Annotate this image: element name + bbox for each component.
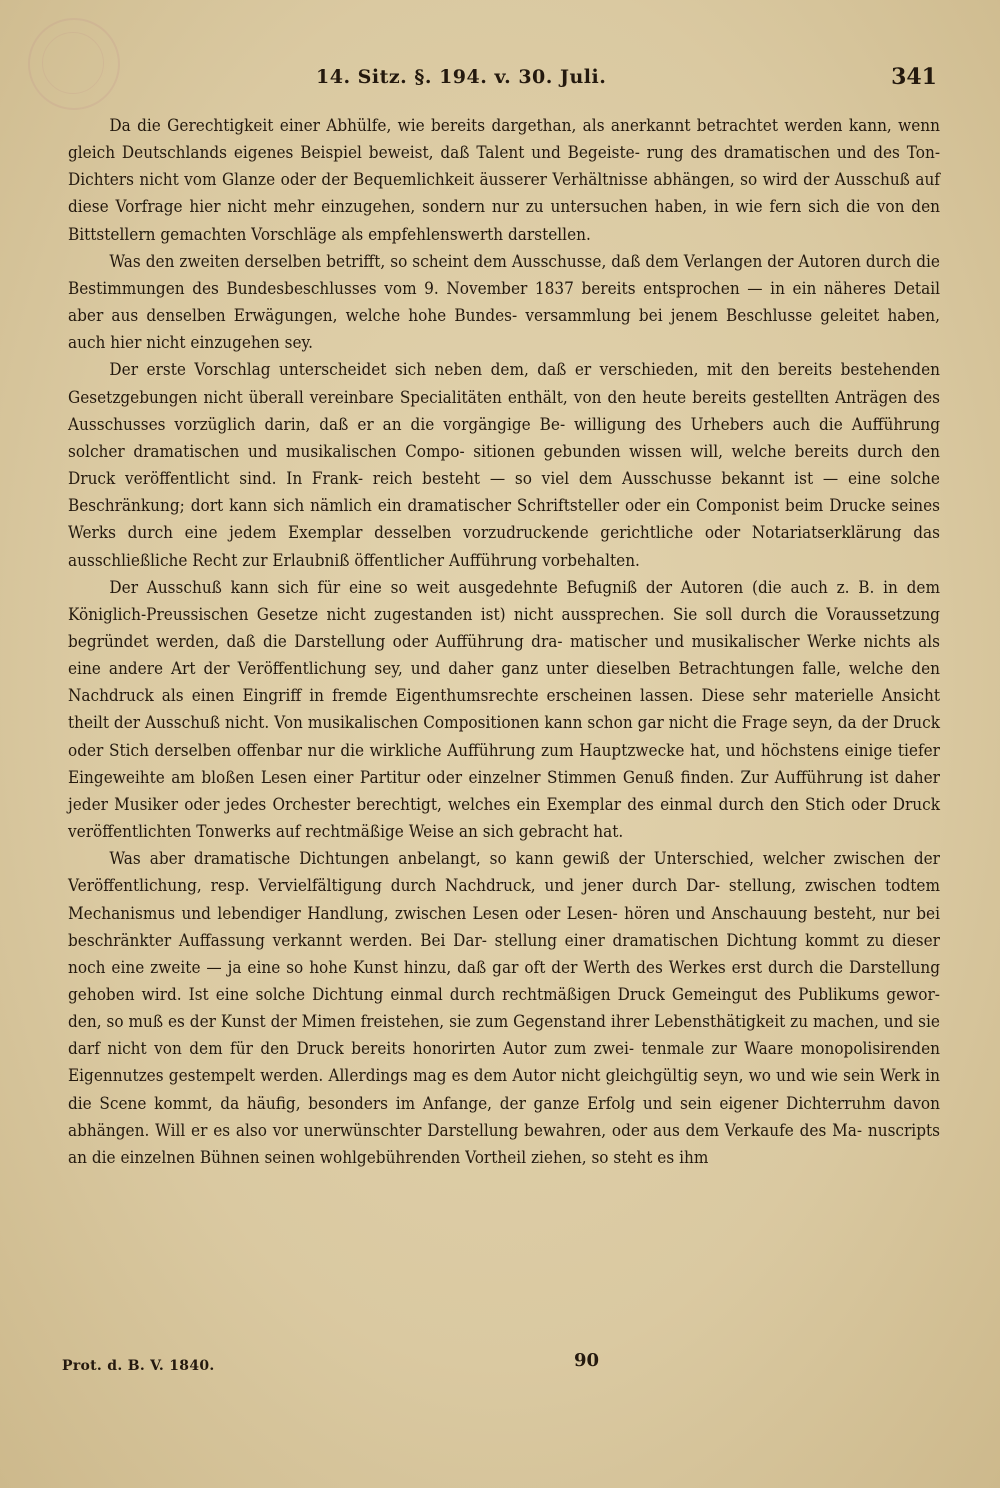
paragraph-2: Was den zweiten derselben betrifft, so scheint dem Ausschusse, daß dem Verlangen der Autoren durch die Bestimmungen des Bundesbeschlusses vom 9. November 1837 bereits entsprochen — in ein näheres Detail aber aus denselben Erwägungen, welche hohe Bundes- versammlung bei jenem Beschlusse geleitet haben, auch hier nicht einzugehen sey. <box>68 251 940 354</box>
sheet-number: 90 <box>574 1350 600 1371</box>
paragraph-4: Der Ausschuß kann sich für eine so weit ausgedehnte Befugniß der Autoren (die auch z. B. in dem Königlich-Preussischen Gesetze nicht zugestanden ist) nicht aussprechen. Sie soll durch die Voraussetzung begründet werden, daß die Darstellung oder Aufführung dra- matischer und musikalischer Werke nichts als eine andere Art der Veröffentlichung sey, und daher ganz unter dieselben Betrachtungen falle, welche den Nachdruck als einen Eingriff in fremde Eigenthumsrechte erscheinen lassen. Diese sehr materielle Ansicht theilt der Ausschuß nicht. Von musikalischen Compositionen kann schon gar nicht die Frage seyn, da der Druck oder Stich derselben offenbar nur die wirkliche Aufführung zum Hauptzwecke hat, und höchstens einige tiefer Eingeweihte am bloßen Lesen einer Partitur oder einzelner Stimmen Genuß finden. Zur Aufführung ist daher jeder Musiker oder jedes Orchester berechtigt, welches ein Exemplar des einmal durch den Stich oder Druck veröffentlichten Tonwerks auf rechtmäßige Weise an sich gebracht hat. <box>68 577 940 843</box>
page-footer <box>62 1350 622 1380</box>
page-header <box>68 66 943 102</box>
paragraph-3: Der erste Vorschlag unterscheidet sich neben dem, daß er verschieden, mit den bereits bestehenden Gesetzgebungen nicht überall vereinbare Specialitäten enthält, von den heute bereits gestellten Anträgen des Ausschusses vorzüglich darin, daß er an die vorgängige Be- willigung des Urhebers auch die Aufführung solcher dramatischen und musikalischen Compo- sitionen gebunden wissen will, welche bereits durch den Druck veröffentlicht sind. In Frank- reich besteht — so viel dem Ausschusse bekannt ist — eine solche Beschränkung; dort kann sich nämlich ein dramatischer Schriftsteller oder ein Componist beim Drucke seines Werks durch eine jedem Exemplar desselben vorzudruckende gerichtliche oder Notariatserklärung das ausschließliche Recht zur Erlaubniß öffentlicher Aufführung vorbehalten. <box>68 360 940 571</box>
page-number: 341 <box>891 64 937 90</box>
signature-line: Prot. d. B. V. 1840. <box>62 1358 215 1374</box>
paragraph-5: Was aber dramatische Dichtungen anbelangt, so kann gewiß der Unterschied, welcher zwischen der Veröffentlichung, resp. Vervielfältigung durch Nachdruck, und jener durch Dar- stellung, zwischen todtem Mechanismus und lebendiger Handlung, zwischen Lesen oder Lesen- hören und Anschauung besteht, nur bei beschränkter Auffassung verkannt werden. Bei Dar- stellung einer dramatischen Dichtung kommt zu dieser noch eine zweite — ja eine so hohe Kunst hinzu, daß gar oft der Werth des Werkes erst durch die Darstellung gehoben wird. Ist eine solche Dichtung einmal durch rechtmäßigen Druck Gemeingut des Publikums gewor- den, so muß es der Kunst der Mimen freistehen, sie zum Gegenstand ihrer Lebensthätigkeit zu machen, und sie darf nicht von dem für den Druck bereits honorirten Autor zum zwei- tenmale zur Waare monopolisirenden Eigennutzes gestempelt werden. Allerdings mag es dem Autor nicht gleichgültig seyn, wo und wie sein Werk in die Scene kommt, da häufig, besonders im Anfange, der ganze Erfolg und sein eigener Dichterruhm davon abhängen. Will er es also vor unerwünschter Darstellung bewahren, oder aus dem Verkaufe des Ma- nuscripts an die einzelnen Bühnen seinen wohlgebührenden Vortheil ziehen, so steht es ihm <box>68 849 940 1168</box>
paragraph-1: Da die Gerechtigkeit einer Abhülfe, wie bereits dargethan, als anerkannt betrachtet werden kann, wenn gleich Deutschlands eigenes Beispiel beweist, daß Talent und Begeiste- rung des dramatischen und des Ton-Dichters nicht vom Glanze oder der Bequemlichkeit äusserer Verhältnisse abhängen, so wird der Ausschuß auf diese Vorfrage hier nicht mehr einzugehen, sondern nur zu untersuchen haben, in wie fern sich die von den Bittstellern gemachten Vorschläge als empfehlenswerth darstellen. <box>68 116 940 245</box>
running-head: 14. Sitz. §. 194. v. 30. Juli. <box>316 66 607 88</box>
body-text <box>68 113 940 1172</box>
